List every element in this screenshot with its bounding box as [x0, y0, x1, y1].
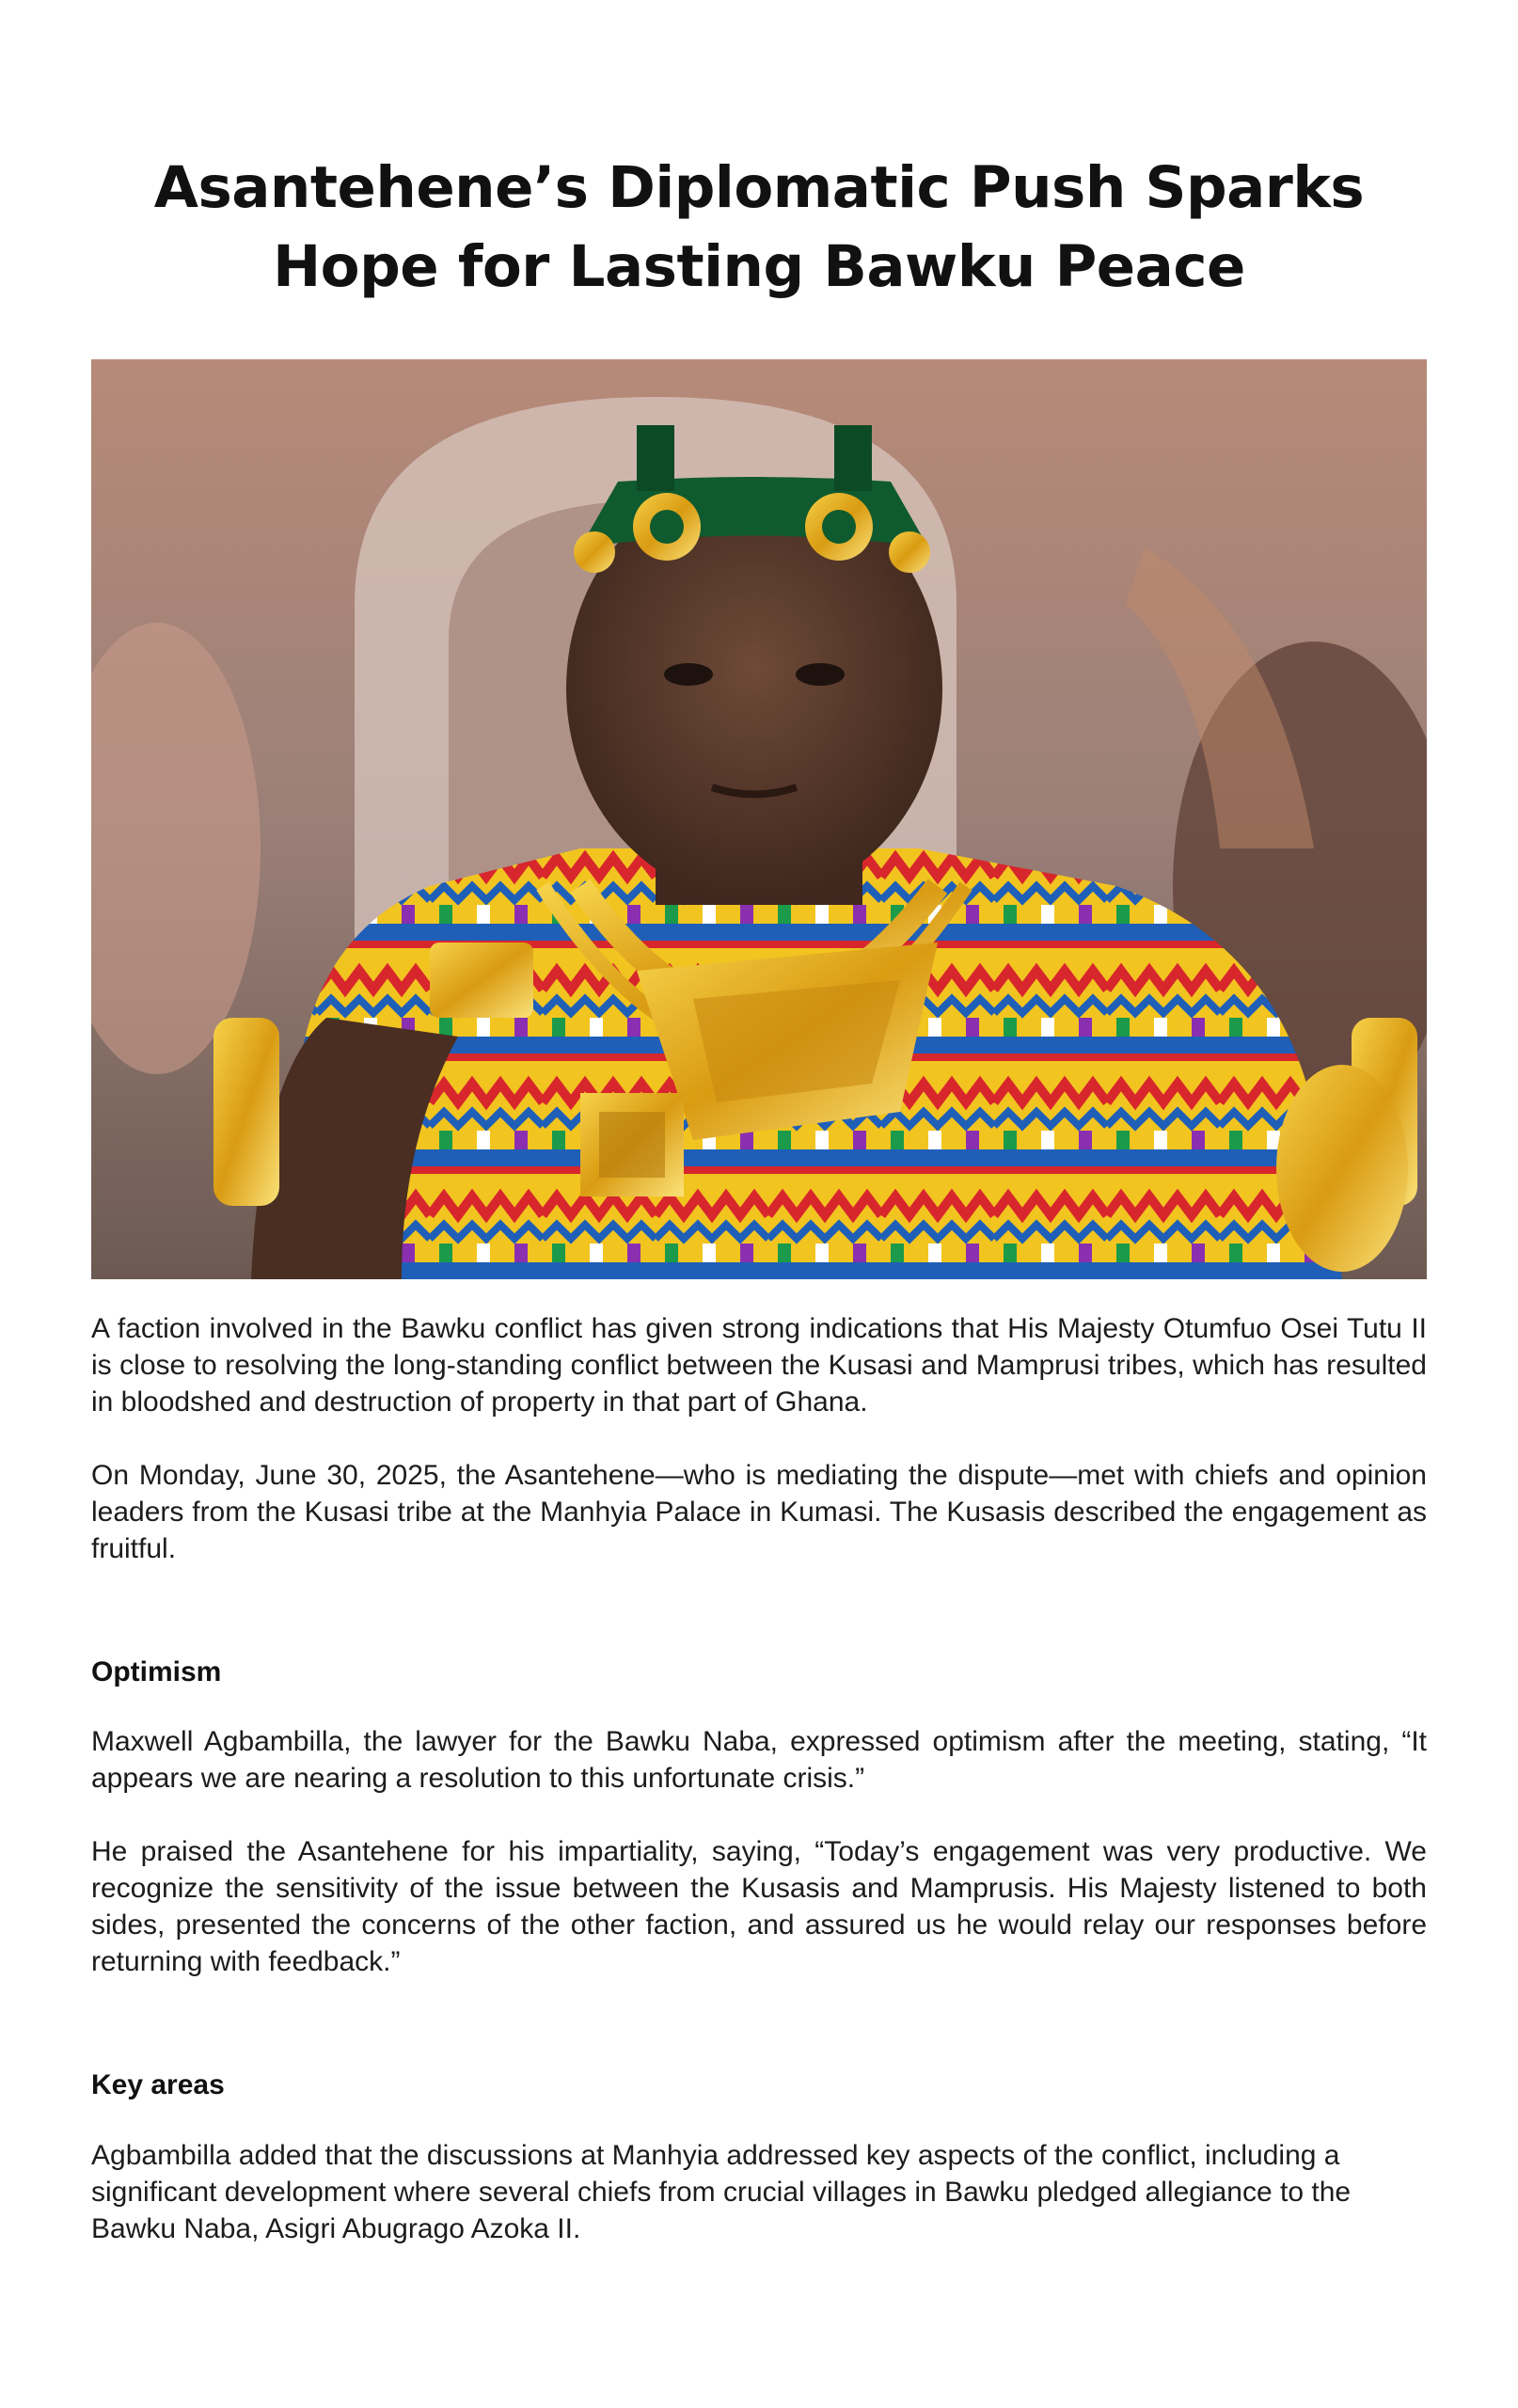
article-title: Asantehene’s Diplomatic Push Sparks Hope for Lasting Bawku Peace	[153, 154, 1365, 300]
article-paragraph-1: A faction involved in the Bawku conflict has given strong indications that His Majesty Otumfuo Osei Tutu II is close to resolving the long-standing conflict between the Kusasi and Mamprusi tribes, which has resulted in bloodshed and destruction of property in that part of Ghana.	[91, 1313, 1427, 1418]
chief-portrait-illustration	[91, 359, 1427, 1279]
section-heading-optimism: Optimism	[91, 1656, 222, 1687]
section-heading-key-areas: Key areas	[91, 2069, 225, 2100]
article-paragraph-2: On Monday, June 30, 2025, the Asantehene—who is mediating the dispute—met with chiefs and opinion leaders from the Kusasi tribe at the Manhyia Palace in Kumasi. The Kusasis described the engagement as fruitful.	[91, 1460, 1427, 1564]
optimism-paragraph-2: He praised the Asantehene for his impartiality, saying, “Today’s engagement was very productive. We recognize the sensitivity of the issue between the Kusasis and Mamprusis. His Majesty listened to both sides, presented the concerns of the other faction, and assured us he would relay our responses before returning with feedback.”	[91, 1836, 1427, 1977]
key-areas-paragraph-1: Agbambilla added that the discussions at Manhyia addressed key aspects of the conflict, including a significant development where several chiefs from crucial villages in Bawku pledged allegiance to the Bawku Naba, Asigri Abugrago Azoka II.	[91, 2140, 1352, 2244]
optimism-paragraph-1: Maxwell Agbambilla, the lawyer for the Bawku Naba, expressed optimism after the meeting, stating, “It appears we are nearing a resolution to this unfortunate crisis.”	[91, 1726, 1427, 1794]
article-photo	[91, 359, 1427, 1279]
